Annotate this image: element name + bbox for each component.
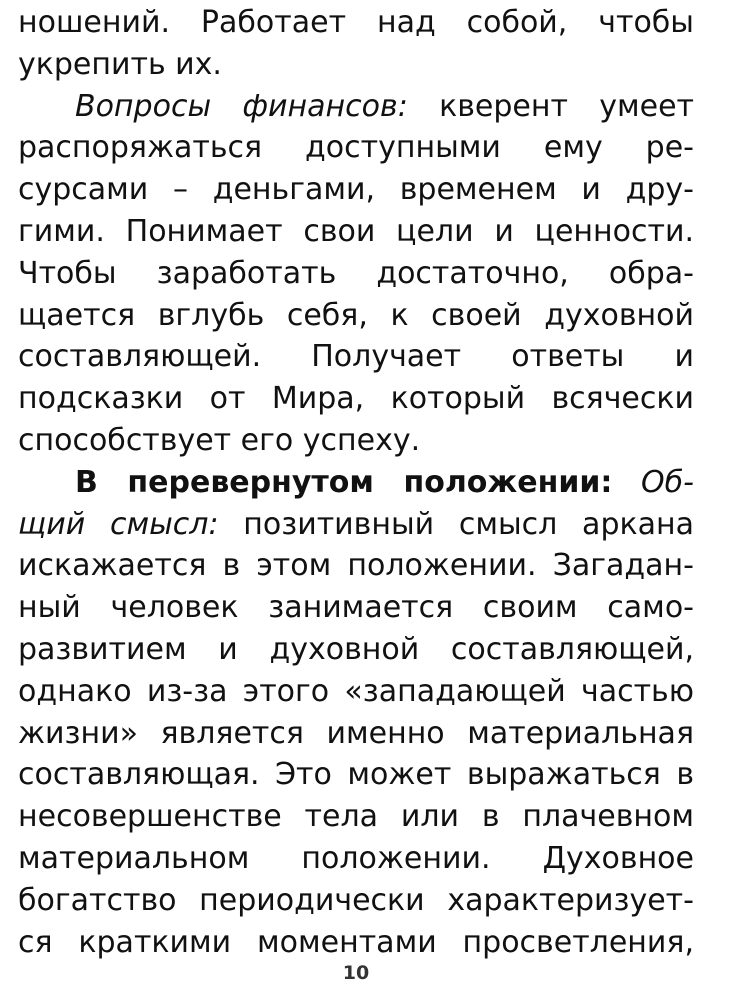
- body-text: жизни» является именно материальная: [18, 715, 694, 751]
- body-text: ный человек занимается своим само-: [18, 590, 694, 626]
- text-line: [18, 838, 694, 880]
- body-text: ся краткими моментами просветления,: [18, 924, 694, 960]
- text-line: [18, 127, 694, 169]
- body-text: подсказки от Мира, который всячески: [18, 381, 694, 417]
- body-text: щается вглубь себя, к своей духовной: [18, 297, 694, 333]
- text-line: [18, 86, 694, 128]
- text-line: [18, 713, 694, 755]
- text-line: [18, 336, 694, 378]
- body-text: позитивный смысл аркана: [218, 506, 694, 542]
- text-line: [18, 545, 694, 587]
- bold-heading-text: В перевернутом положении:: [75, 464, 613, 500]
- body-text: однако из-за этого «западающей частью: [18, 673, 694, 709]
- text-line: [18, 462, 694, 504]
- body-text: материальном положении. Духовное: [18, 840, 694, 876]
- body-text: гими. Понимает свои цели и ценности.: [18, 213, 694, 249]
- body-text: кверент умеет: [407, 88, 694, 124]
- body-text: богатство периодически характеризует-: [18, 882, 694, 918]
- text-line: [18, 295, 694, 337]
- body-text: ношений. Работает над собой, чтобы: [18, 5, 694, 40]
- body-text: искажается в этом положении. Загадан-: [18, 548, 694, 584]
- text-line: [18, 671, 694, 713]
- body-text: составляющей. Получает ответы и: [18, 339, 694, 375]
- text-line: [18, 504, 694, 546]
- text-line: [18, 420, 694, 462]
- italic-term-text: Вопросы финансов:: [75, 88, 408, 124]
- body-text: Чтобы заработать достаточно, обра-: [18, 255, 694, 291]
- text-line: [18, 211, 694, 253]
- body-text: укрепить их.: [18, 46, 222, 82]
- text-line: [18, 587, 694, 629]
- body-text: [612, 465, 641, 500]
- body-text: сурсами – деньгами, временем и дру-: [18, 172, 694, 208]
- body-text: развитием и духовной составляющей,: [18, 631, 694, 667]
- text-line: [18, 880, 694, 922]
- text-line: [18, 796, 694, 838]
- text-line: [18, 922, 694, 964]
- text-line: [18, 629, 694, 671]
- text-line: [18, 253, 694, 295]
- text-line: [18, 169, 694, 211]
- italic-term-text: Об-: [641, 464, 694, 500]
- body-text: составляющая. Это может выражаться в: [18, 757, 694, 793]
- body-text: несовершенстве тела или в плачевном: [18, 799, 694, 835]
- body-text: способствует его успеху.: [18, 422, 421, 458]
- text-line: [18, 2, 694, 44]
- text-line: [18, 754, 694, 796]
- page-body-text: [18, 2, 694, 963]
- page-number: 10: [342, 962, 370, 984]
- body-text: распоряжаться доступными ему ре-: [18, 130, 694, 166]
- text-line: [18, 44, 694, 86]
- text-line: [18, 378, 694, 420]
- italic-term-text: щий смысл:: [18, 506, 219, 542]
